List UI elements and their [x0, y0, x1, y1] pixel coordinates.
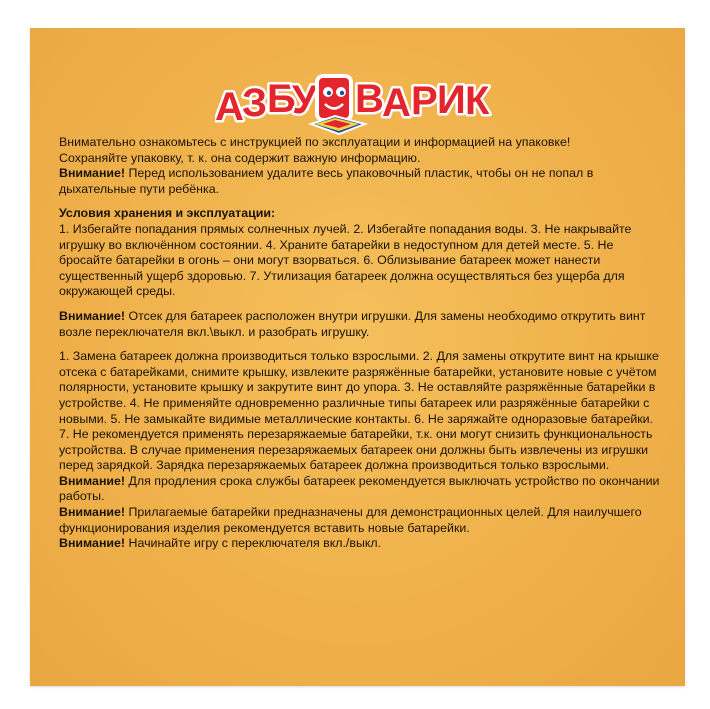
warning-label: Внимание! — [59, 308, 126, 323]
battery-warning-2 — [59, 505, 664, 536]
instructions-text — [59, 135, 664, 552]
logo-letter-7: А — [382, 81, 411, 125]
logo-letter-8: Р — [411, 79, 438, 123]
intro-line-1: Внимательно ознакомьтесь с инструкцией по эксплуатации и информацией на упаковке! — [59, 135, 571, 149]
intro-warning-text: Перед использованием удалите весь упаковочный пластик, чтобы он не попал в дыхательные пути ребёнка. — [59, 166, 594, 196]
battery-warning-3-text: Начинайте игру с переключателя вкл./выкл. — [125, 536, 382, 551]
storage-text: 1. Избегайте попадания прямых солнечных лучей. 2. Избегайте попадания воды. 3. Не накрывайте игрушку во включённом состоянии. 4. Храните батарейки в недоступном для детей месте. 5. Не бросайте батарейки в огонь – они могут взорваться. 6. Облизывание батареек может нанести существенный ущерб здоровью. 7. Утилизация батареек должна осуществляться без ущерба для окружающей среды. — [59, 221, 632, 299]
battery-warning-1-text: Для продления срока службы батареек рекомендуется выключать устройство по окончании работы. — [59, 473, 660, 504]
intro-warning — [59, 166, 664, 197]
logo-letter-2: З — [242, 81, 268, 125]
logo-letter-10: К — [465, 79, 490, 123]
storage-heading-text: Условия хранения и эксплуатации: — [59, 206, 276, 221]
storage-heading — [59, 206, 664, 222]
battery-location-text: Отсек для батареек расположен внутри игрушки. Для замены необходимо открутить винт возле переключателя вкл.\выкл. и разобрать игрушку. — [59, 308, 646, 339]
mascot-icon — [317, 76, 351, 120]
warning-label: Внимание! — [59, 473, 126, 488]
package-panel — [30, 28, 685, 686]
battery-location — [59, 309, 664, 340]
logo-letter-4: У — [292, 78, 317, 122]
warning-label: Внимание! — [59, 166, 126, 181]
battery-warning-3 — [59, 536, 664, 552]
logo-letter-1: А — [215, 85, 244, 129]
battery-warning-1 — [59, 474, 664, 505]
logo-letter-9: И — [437, 78, 466, 122]
logo-letter-6: В — [355, 77, 384, 121]
logo-letter-3: Б — [267, 77, 296, 121]
battery-warning-2-text: Прилагаемые батарейки предназначены для демонстрационных целей. Для наилучшего функционирования изделия рекомендуется вставить новые батарейки. — [59, 505, 642, 535]
warning-label: Внимание! — [59, 505, 126, 520]
warning-label: Внимание! — [59, 536, 126, 551]
intro-line-2: Сохраняйте упаковку, т. к. она содержит важную информацию. — [59, 150, 421, 165]
battery-rules-text: 1. Замена батареек должна производиться только взрослыми. 2. Для замены открутите винт на крышке отсека с батарейками, снимите крышку, извлеките разряжённые батарейки, установите новые с учётом полярности, установите крышку и закрутите винт до упора. 3. Не оставляйте разряжённые батарейки в устройстве. 4. Не применяйте одновременно различные типы батареек или разряжённые батарейки с новыми. 5. Не замыкайте видимые металлические контакты. 6. Не заряжайте одноразовые батарейки. 7. Не рекомендуется применять перезаряжаемые батарейки, т.к. они могут снизить функциональность устройства. В случае применения перезаряжаемых батареек они должны быть извлечены из игрушки перед зарядкой. Зарядка перезаряжаемых батареек должна производиться только взрослыми. — [59, 349, 659, 473]
